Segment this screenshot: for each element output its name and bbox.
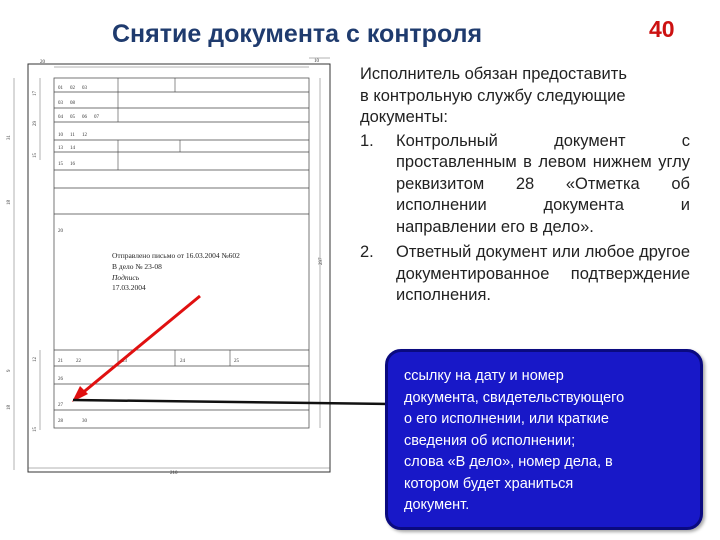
dim-left-label-3: 31 [7,135,12,140]
dim-left-label-8: 18 [7,405,12,410]
body-text [360,64,690,311]
dim-left-label-4: 18 [7,200,12,205]
list-item [360,131,690,239]
dim-bottom-label: 210 [170,471,178,476]
cell-13: 13 [58,146,63,151]
callout-line-5: слова «В дело», номер дела, в [404,454,613,470]
form-page-outline [28,64,330,472]
dim-top-label: 20 [40,60,45,65]
stamp-line-1: Отправлено письмо от 16.03.2004 №602 [112,251,240,260]
requirements-list [360,131,690,307]
cell-23: 23 [122,359,127,364]
dim-left-label-6: 12 [33,357,38,362]
cell-05: 05 [70,115,75,120]
cell-03: 03 [82,86,87,91]
stamp-line-2: В дело № 23-08 [112,262,162,271]
callout-line-2: документа, свидетельствующего [404,389,625,406]
callout-line-3: о его исполнении, или краткие [404,411,609,427]
list-item-text: Контрольный документ с проставленным в левом нижнем углу реквизитом 28 «Отметка об исполнении документа и направлении его в дело». [396,131,690,236]
stamp-line-4: 17.03.2004 [112,283,146,292]
cell-04: 04 [58,115,63,120]
list-item-number: 2. [360,243,374,261]
dim-right-label: 297 [319,257,324,265]
cell-16: 16 [70,162,75,167]
callout-line-6: котором будет храниться [404,475,574,492]
dim-right-top-label: 10 [314,59,319,64]
cell-11: 11 [70,133,75,138]
cell-06: 06 [82,115,87,120]
callout-line-7: документ. [404,497,470,513]
slide-title: Снятие документа с контроля [112,20,483,48]
cell-21: 21 [58,359,63,364]
dim-left-label-7: 9 [7,369,12,372]
cell-08: 08 [70,101,75,106]
cell-07: 07 [94,115,99,120]
cell-12: 12 [82,133,87,138]
intro-line-3: документы: [360,108,448,126]
cell-01: 01 [58,86,63,91]
dim-left-label-5: 15 [33,153,38,158]
callout-line-4: сведения об исполнении; [404,432,576,449]
intro-paragraph [360,64,690,129]
cell-02: 02 [70,86,75,91]
list-item-number: 1. [360,131,374,150]
list-item [360,242,690,307]
cell-20: 20 [58,229,63,234]
dim-left-label-9: 15 [33,427,38,432]
cell-10: 10 [58,133,63,138]
cell-25: 25 [234,359,239,364]
slide-number: 40 [649,16,675,42]
cell-30: 30 [82,419,87,424]
callout-line-1: ссылку на дату и номер [404,368,564,384]
cell-14: 14 [70,146,75,151]
list-item-text: Ответный документ или любое другое документированное подтверждение исполнения. [396,243,690,304]
cell-24: 24 [180,359,185,364]
cell-27: 27 [58,403,63,408]
intro-line-1: Исполнитель обязан предоставить [360,65,627,83]
cell-03b: 03 [58,101,63,106]
cell-22: 22 [76,359,81,364]
cell-28: 28 [58,419,63,424]
callout-box [385,349,703,530]
cell-26: 26 [58,377,63,382]
intro-line-2: в контрольную службу следующие [360,86,626,105]
stamp-line-3: Подпись [112,273,140,282]
dim-left-label-2: 29 [33,121,38,126]
dim-left-label-1: 17 [33,91,38,96]
cell-15: 15 [58,162,63,167]
